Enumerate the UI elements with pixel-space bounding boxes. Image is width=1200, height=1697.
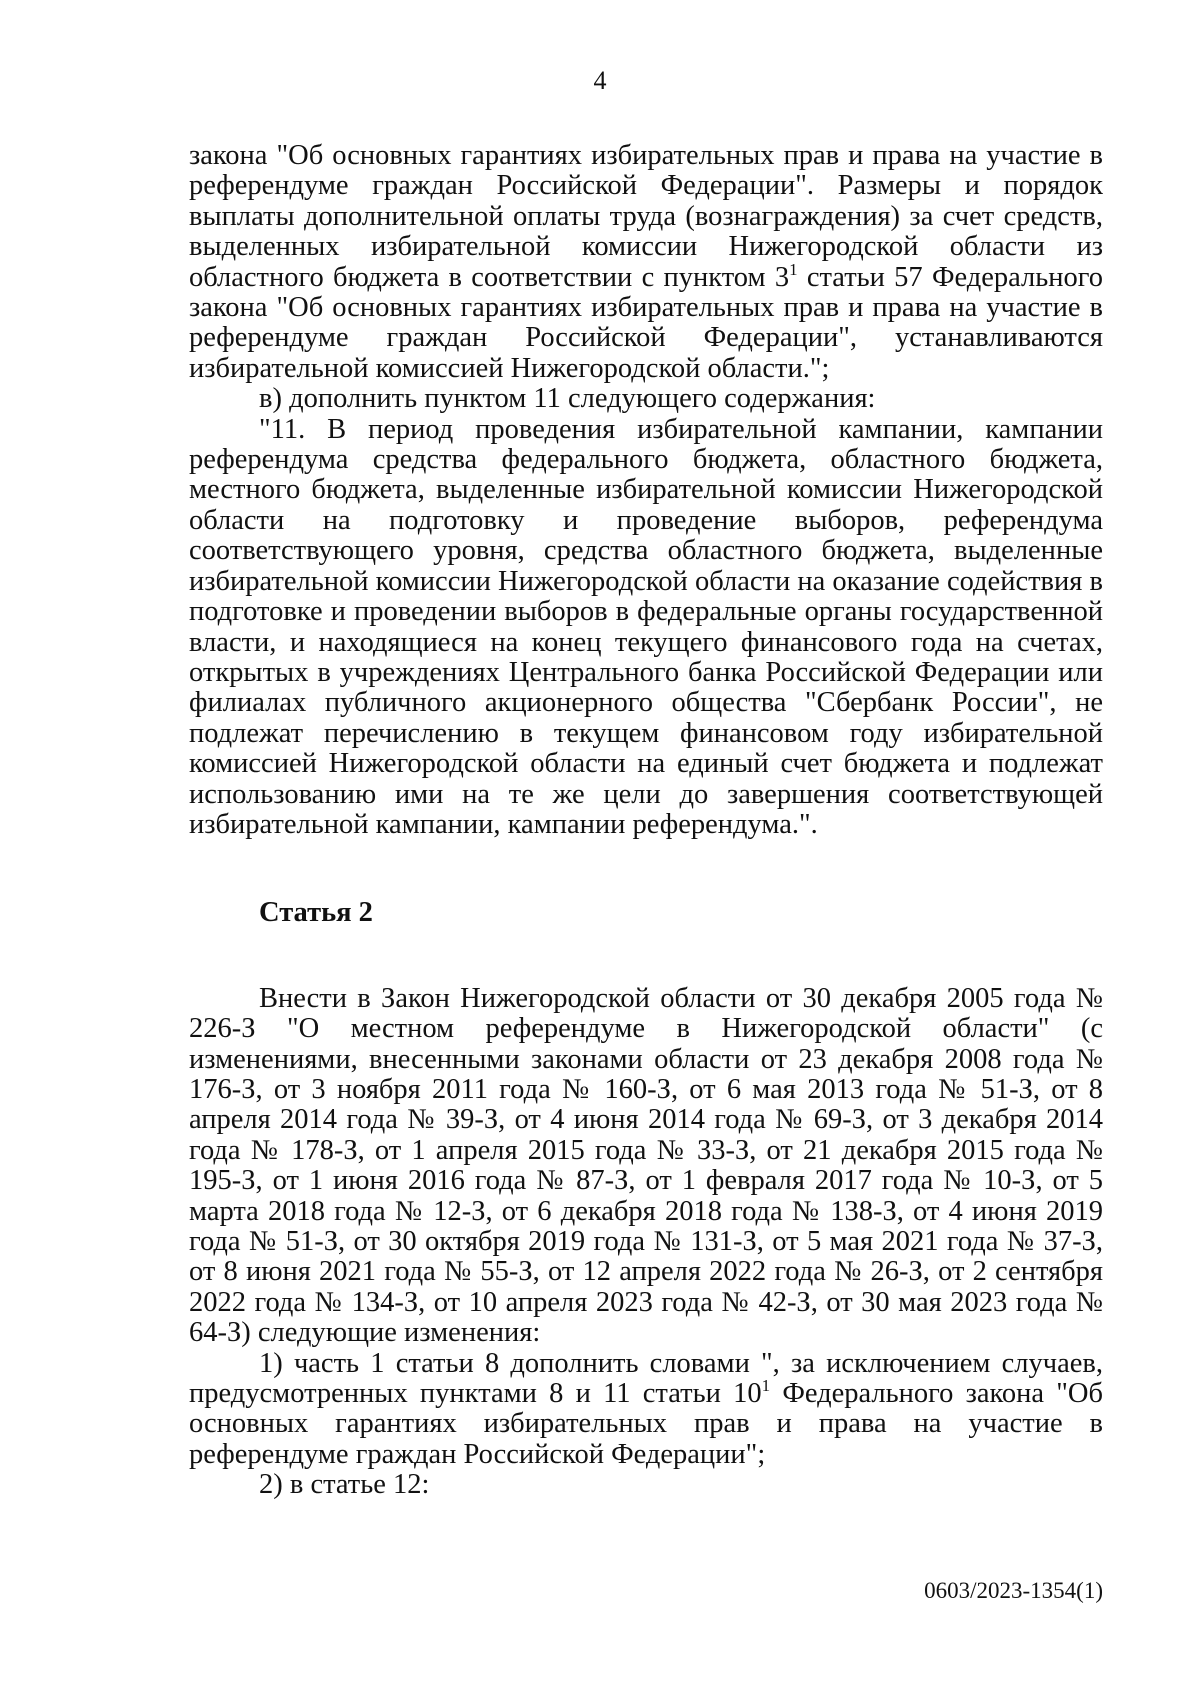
superscript: 1 (761, 1376, 771, 1396)
paragraph-text: статьи 57 Федерального закона "Об основных гарантиях избирательных прав и права на участие в референдуме граждан Российской Федерации", устанавливаются избирательной комиссией Нижегородской области."; (189, 261, 1103, 384)
paragraph-text: Федерального закона "Об основных гарантиях избирательных прав и права на участие в референдуме граждан Российской Федерации"; (189, 1378, 1103, 1470)
paragraph-text: закона "Об основных гарантиях избирательных прав и права на участие в референдуме граждан Российской Федерации". Размеры и порядок выплаты дополнительной оплаты труда (вознаграждения) за счет средств, выделенных избирательной комиссии Нижегородской области из областного бюджета в соответствии с пунктом 3 (189, 140, 1103, 293)
superscript: 1 (789, 259, 798, 279)
paragraph-continuation (189, 141, 1103, 384)
paragraph-item-2: 2) в статье 12: (259, 1469, 430, 1501)
paragraph-item-v: в) дополнить пунктом 11 следующего содержания: (259, 383, 876, 415)
document-code: 0603/2023-1354(1) (924, 1578, 1103, 1603)
document-body (189, 141, 1103, 1501)
paragraph-point-11: "11. В период проведения избирательной кампании, кампании референдума средства федерального бюджета, областного бюджета, местного бюджета, выделенные избирательной комиссии Нижегородской области на подготовку и проведение выборов, референдума соответствующего уровня, средства областного бюджета, выделенные избирательной комиссии Нижегородской области на оказание содействия в подготовке и проведении выборов в федеральные органы государственной власти, и находящиеся на конец текущего финансового года на счетах, открытых в учреждениях Центрального банка Российской Федерации или филиалах публичного акционерного общества "Сбербанк России", не подлежат перечислению в текущем финансовом году избирательной комиссией Нижегородской области на единый счет бюджета и подлежат использованию ими на те же цели до завершения соответствующей избирательной кампании, кампании референдума.". (189, 413, 1103, 840)
paragraph-item-1 (189, 1349, 1103, 1471)
page-number: 4 (593, 66, 607, 95)
paragraph-article-2-intro: Внести в Закон Нижегородской области от 30 декабря 2005 года № 226-З "О местном референдуме в Нижегородской области" (с изменениями, внесенными законами области от 23 декабря 2008 года № 176-З, от 3 ноября 2011 года № 160-З, от 6 мая 2013 года № 51-З, от 8 апреля 2014 года № 39-З, от 4 июня 2014 года № 69-З, от 3 декабря 2014 года № 178-З, от 1 апреля 2015 года № 33-З, от 21 декабря 2015 года № 195-З, от 1 июня 2016 года № 87-З, от 1 февраля 2017 года № 10-З, от 5 марта 2018 года № 12-З, от 6 декабря 2018 года № 138-З, от 4 июня 2019 года № 51-З, от 30 октября 2019 года № 131-З, от 5 мая 2021 года № 37-З, от 8 июня 2021 года № 55-З, от 12 апреля 2022 года № 26-З, от 2 сентября 2022 года № 134-З, от 10 апреля 2023 года № 42-З, от 30 мая 2023 года № 64-З) следующие изменения: (189, 982, 1103, 1349)
article-heading: Статья 2 (259, 897, 373, 929)
paragraph-text: 1) часть 1 статьи 8 дополнить словами ", за исключением случаев, предусмотренных пунктами 8 и 11 статьи 10 (189, 1347, 1103, 1410)
